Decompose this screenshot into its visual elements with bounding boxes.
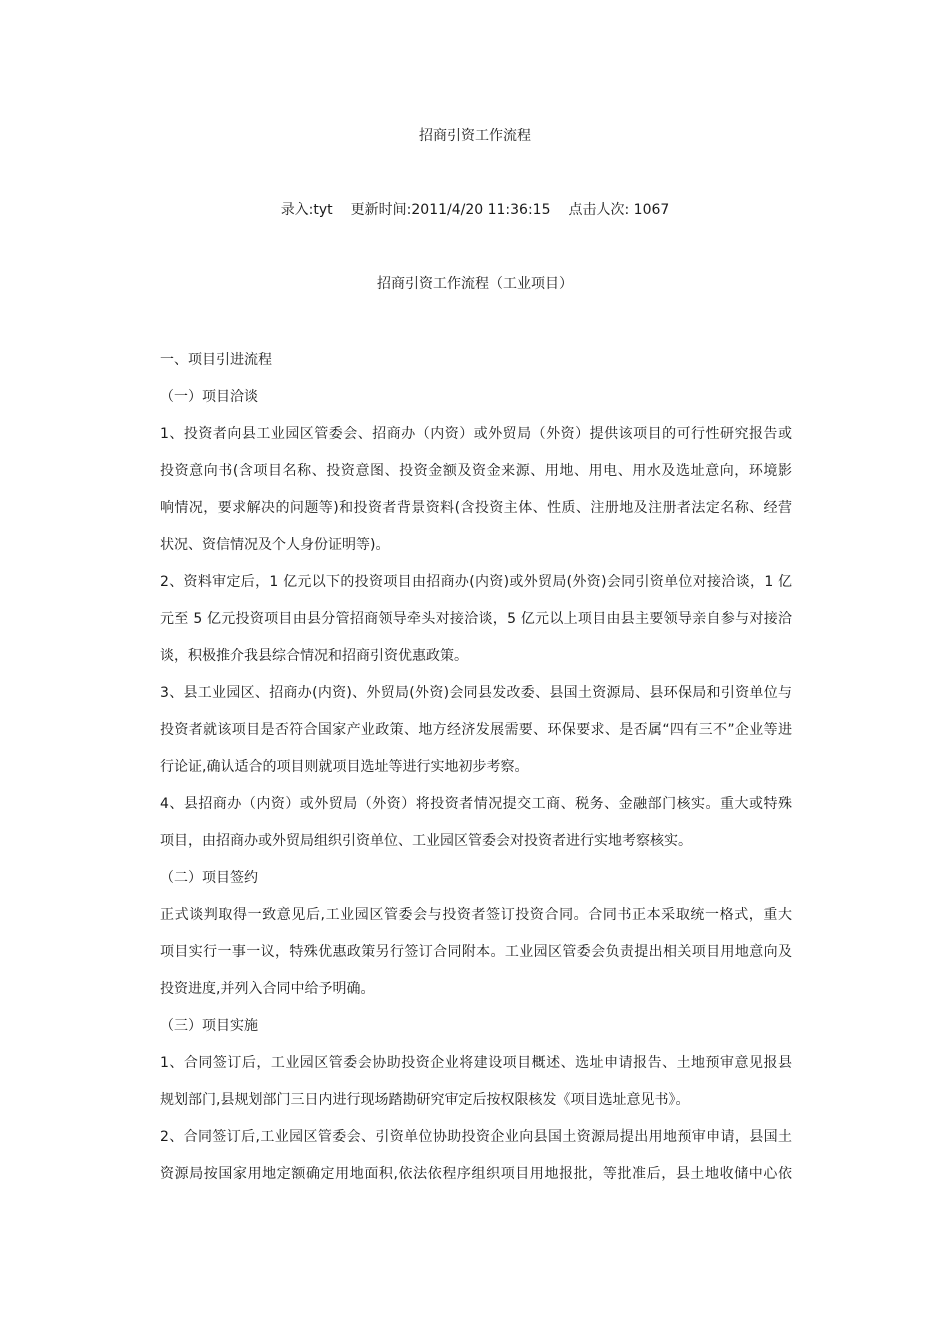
text-line: 响情况，要求解决的问题等)和投资者背景资料(含投资主体、性质、注册地及注册者法定名称、经营	[160, 500, 792, 516]
text-line: 规划部门,县规划部门三日内进行现场踏勘研究审定后按权限核发《项目选址意见书》。	[160, 1092, 690, 1108]
text-line: 投资者就该项目是否符合国家产业政策、地方经济发展需要、环保要求、是否属“四有三不”企业等进	[160, 722, 792, 738]
text-line: 2、合同签订后,工业园区管委会、引资单位协助投资企业向县国土资源局提出用地预审申请，县国土	[160, 1129, 792, 1145]
document-subtitle: 招商引资工作流程（工业项目）	[377, 276, 573, 292]
text-line: 2、资料审定后，1 亿元以下的投资项目由招商办(内资)或外贸局(外资)会同引资单位对接洽谈，1 亿	[160, 574, 792, 590]
document-body	[160, 346, 792, 1197]
text-line: 项目，由招商办或外贸局组织引资单位、工业园区管委会对投资者进行实地考察核实。	[160, 833, 692, 849]
text-line: 元至 5 亿元投资项目由县分管招商领导牵头对接洽谈，5 亿元以上项目由县主要领导亲自参与对接洽	[160, 611, 792, 627]
text-line: 正式谈判取得一致意见后,工业园区管委会与投资者签订投资合同。合同书正本采取统一格式，重大	[160, 907, 792, 923]
text-line: 1、合同签订后，工业园区管委会协助投资企业将建设项目概述、选址申请报告、土地预审意见报县	[160, 1055, 792, 1071]
text-line: 状况、资信情况及个人身份证明等)。	[160, 537, 390, 553]
text-line: 资源局按国家用地定额确定用地面积,依法依程序组织项目用地报批，等批准后，县土地收储中心依	[160, 1166, 792, 1182]
text-line: 一、项目引进流程	[160, 352, 272, 368]
meta-updated: 更新时间:2011/4/20 11:36:15	[350, 202, 551, 218]
text-line: （一）项目洽谈	[160, 389, 258, 405]
text-line: （三）项目实施	[160, 1018, 258, 1034]
text-line: 4、县招商办（内资）或外贸局（外资）将投资者情况提交工商、税务、金融部门核实。重大或特殊	[160, 796, 792, 812]
document-meta	[0, 200, 950, 220]
text-line: 1、投资者向县工业园区管委会、招商办（内资）或外贸局（外资）提供该项目的可行性研究报告或	[160, 426, 792, 442]
meta-author: 录入:tyt	[280, 202, 333, 218]
text-line: 行论证,确认适合的项目则就项目选址等进行实地初步考察。	[160, 759, 529, 775]
text-line: 投资意向书(含项目名称、投资意图、投资金额及资金来源、用地、用电、用水及选址意向，环境影	[160, 463, 792, 479]
text-line: 项目实行一事一议，特殊优惠政策另行签订合同附本。工业园区管委会负责提出相关项目用地意向及	[160, 944, 792, 960]
meta-hits: 点击人次: 1067	[568, 202, 670, 218]
document-title: 招商引资工作流程	[419, 128, 531, 144]
text-line: 投资进度,并列入合同中给予明确。	[160, 981, 375, 997]
text-line: 谈，积极推介我县综合情况和招商引资优惠政策。	[160, 648, 468, 664]
text-line: （二）项目签约	[160, 870, 258, 886]
text-line: 3、县工业园区、招商办(内资)、外贸局(外资)会同县发改委、县国土资源局、县环保局和引资单位与	[160, 685, 792, 701]
